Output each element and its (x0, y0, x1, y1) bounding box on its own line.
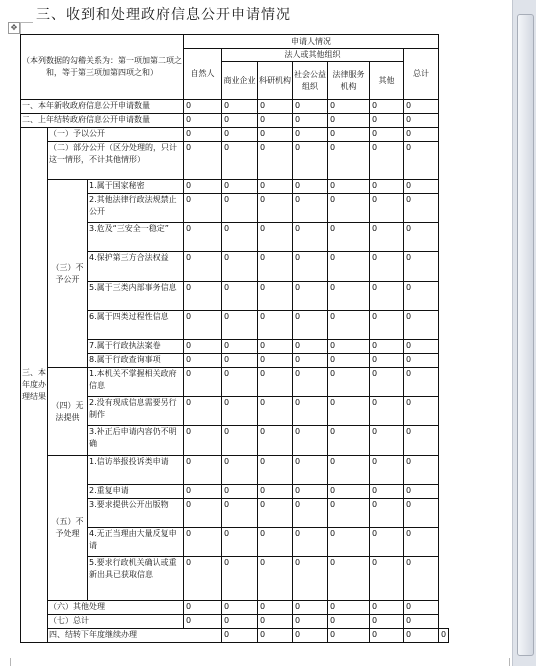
value-cell: 0 (222, 557, 258, 601)
instruction-cell: （本列数据的勾稽关系为：第一项加第二项之和，等于第三项加第四项之和） (21, 35, 184, 100)
row-label-nd-6: 6.属于四类过程性信息 (88, 311, 184, 340)
row-label-nh-1: 1.信访举报投诉类申请 (88, 456, 184, 485)
value-cell: 0 (222, 485, 258, 499)
value-cell: 0 (404, 311, 439, 340)
value-cell: 0 (404, 180, 439, 194)
value-cell: 0 (222, 194, 258, 223)
value-cell: 0 (184, 368, 222, 397)
value-cell: 0 (293, 311, 328, 340)
value-cell: 0 (258, 354, 293, 368)
value-cell: 0 (328, 368, 370, 397)
value-cell: 0 (184, 340, 222, 354)
value-cell: 0 (328, 340, 370, 354)
commercial-header: 商业企业 (222, 62, 258, 100)
value-cell: 0 (258, 426, 293, 456)
value-cell: 0 (293, 252, 328, 282)
vertical-scrollbar[interactable] (512, 0, 536, 666)
value-cell: 0 (184, 499, 222, 528)
value-cell: 0 (328, 426, 370, 456)
value-cell: 0 (258, 142, 293, 180)
value-cell: 0 (222, 528, 258, 557)
value-cell: 0 (370, 180, 404, 194)
value-cell: 0 (258, 456, 293, 485)
value-cell: 0 (184, 100, 222, 114)
value-cell: 0 (293, 340, 328, 354)
value-cell: 0 (293, 128, 328, 142)
value-cell: 0 (404, 601, 439, 615)
value-cell: 0 (370, 194, 404, 223)
value-cell: 0 (222, 629, 258, 643)
value-cell: 0 (293, 397, 328, 426)
row-label-nh-5: 5.要求行政机关确认或重新出具已获取信息 (88, 557, 184, 601)
value-cell: 0 (328, 629, 370, 643)
value-cell: 0 (404, 282, 439, 311)
row-label-nh-3: 3.要求提供公开出版物 (88, 499, 184, 528)
table-move-handle-icon[interactable]: ✥ (8, 22, 20, 34)
value-cell: 0 (328, 142, 370, 180)
value-cell: 0 (404, 354, 439, 368)
value-cell: 0 (370, 485, 404, 499)
value-cell: 0 (404, 340, 439, 354)
value-cell: 0 (370, 223, 404, 252)
value-cell: 0 (328, 252, 370, 282)
value-cell: 0 (404, 615, 439, 629)
value-cell: 0 (328, 114, 370, 128)
value-cell: 0 (293, 282, 328, 311)
value-cell: 0 (184, 485, 222, 499)
value-cell: 0 (404, 629, 439, 643)
value-cell: 0 (258, 601, 293, 615)
legal-service-header: 法律服务机构 (328, 62, 370, 100)
value-cell: 0 (328, 615, 370, 629)
row-label-nd-2: 2.其他法律行政法规禁止公开 (88, 194, 184, 223)
value-cell: 0 (184, 354, 222, 368)
row-label-carry-next: 四、结转下年度继续办理 (48, 629, 222, 643)
value-cell: 0 (184, 194, 222, 223)
value-cell: 0 (184, 557, 222, 601)
value-cell: 0 (370, 499, 404, 528)
value-cell: 0 (184, 223, 222, 252)
value-cell: 0 (370, 629, 404, 643)
value-cell: 0 (184, 142, 222, 180)
value-cell: 0 (258, 100, 293, 114)
value-cell: 0 (184, 456, 222, 485)
disclosure-table (20, 34, 449, 643)
value-cell: 0 (184, 252, 222, 282)
value-cell: 0 (293, 557, 328, 601)
value-cell: 0 (293, 485, 328, 499)
scrollbar-thumb[interactable] (517, 14, 534, 656)
value-cell: 0 (328, 601, 370, 615)
value-cell: 0 (184, 426, 222, 456)
value-cell: 0 (404, 194, 439, 223)
value-cell: 0 (404, 252, 439, 282)
value-cell: 0 (293, 194, 328, 223)
value-cell: 0 (370, 340, 404, 354)
value-cell: 0 (222, 601, 258, 615)
value-cell: 0 (293, 615, 328, 629)
value-cell: 0 (293, 456, 328, 485)
value-cell: 0 (293, 368, 328, 397)
value-cell: 0 (293, 601, 328, 615)
value-cell: 0 (222, 397, 258, 426)
row-label-handling-results: 三、本年度办理结果 (21, 128, 48, 643)
value-cell: 0 (258, 223, 293, 252)
row-label-nd-1: 1.属于国家秘密 (88, 180, 184, 194)
value-cell: 0 (258, 397, 293, 426)
legal-entities-header: 法人或其他组织 (222, 49, 404, 62)
row-label-nd-7: 7.属于行政执法案卷 (88, 340, 184, 354)
value-cell: 0 (370, 426, 404, 456)
value-cell: 0 (222, 368, 258, 397)
value-cell: 0 (404, 368, 439, 397)
social-welfare-header: 社会公益组织 (293, 62, 328, 100)
value-cell: 0 (222, 615, 258, 629)
value-cell: 0 (370, 557, 404, 601)
value-cell: 0 (258, 252, 293, 282)
section-heading: 三、收到和处理政府信息公开申请情况 (36, 7, 291, 23)
value-cell: 0 (258, 340, 293, 354)
value-cell: 0 (222, 128, 258, 142)
value-cell: 0 (258, 311, 293, 340)
row-label-not-handle: （五）不予处理 (48, 456, 88, 601)
value-cell: 0 (370, 311, 404, 340)
value-cell: 0 (258, 499, 293, 528)
value-cell: 0 (404, 128, 439, 142)
value-cell: 0 (258, 282, 293, 311)
value-cell: 0 (404, 114, 439, 128)
value-cell: 0 (328, 485, 370, 499)
value-cell: 0 (258, 114, 293, 128)
value-cell: 0 (184, 397, 222, 426)
value-cell: 0 (328, 557, 370, 601)
row-label-nh-2: 2.重复申请 (88, 485, 184, 499)
value-cell: 0 (370, 615, 404, 629)
value-cell: 0 (370, 601, 404, 615)
value-cell: 0 (258, 615, 293, 629)
value-cell: 0 (370, 528, 404, 557)
value-cell: 0 (184, 528, 222, 557)
value-cell: 0 (222, 180, 258, 194)
row-label-un-2: 2.没有现成信息需要另行制作 (88, 397, 184, 426)
value-cell: 0 (404, 426, 439, 456)
value-cell: 0 (222, 100, 258, 114)
value-cell: 0 (222, 354, 258, 368)
value-cell: 0 (222, 252, 258, 282)
value-cell: 0 (258, 557, 293, 601)
value-cell: 0 (293, 114, 328, 128)
value-cell: 0 (328, 456, 370, 485)
value-cell: 0 (404, 499, 439, 528)
value-cell: 0 (222, 426, 258, 456)
value-cell: 0 (328, 528, 370, 557)
row-label-not-disclose: （三）不予公开 (48, 180, 88, 368)
value-cell: 0 (328, 194, 370, 223)
value-cell: 0 (370, 100, 404, 114)
value-cell: 0 (222, 499, 258, 528)
value-cell: 0 (184, 601, 222, 615)
row-label-subtotal: （七）总计 (48, 615, 184, 629)
value-cell: 0 (184, 180, 222, 194)
natural-person-header: 自然人 (184, 49, 222, 100)
value-cell: 0 (370, 354, 404, 368)
row-label-disclose: （一）予以公开 (48, 128, 184, 142)
value-cell: 0 (293, 499, 328, 528)
value-cell: 0 (328, 311, 370, 340)
value-cell: 0 (370, 456, 404, 485)
value-cell: 0 (258, 528, 293, 557)
row-label-carried-over: 二、上年结转政府信息公开申请数量 (21, 114, 184, 128)
page-bottom-markers (10, 658, 510, 666)
row-label-un-3: 3.补正后申请内容仍不明确 (88, 426, 184, 456)
value-cell: 0 (222, 114, 258, 128)
total-header: 总计 (404, 49, 439, 100)
value-cell: 0 (222, 340, 258, 354)
value-cell: 0 (293, 354, 328, 368)
value-cell: 0 (293, 223, 328, 252)
value-cell: 0 (222, 456, 258, 485)
value-cell: 0 (293, 142, 328, 180)
value-cell: 0 (293, 180, 328, 194)
value-cell: 0 (370, 397, 404, 426)
value-cell: 0 (404, 456, 439, 485)
row-label-un-1: 1.本机关不掌握相关政府信息 (88, 368, 184, 397)
row-label-nd-4: 4.保护第三方合法权益 (88, 252, 184, 282)
value-cell: 0 (258, 485, 293, 499)
value-cell: 0 (293, 629, 328, 643)
value-cell: 0 (404, 557, 439, 601)
value-cell: 0 (328, 282, 370, 311)
page-corner-marker (499, 658, 510, 666)
value-cell: 0 (222, 282, 258, 311)
value-cell: 0 (184, 128, 222, 142)
value-cell: 0 (370, 114, 404, 128)
value-cell: 0 (258, 368, 293, 397)
value-cell: 0 (404, 223, 439, 252)
row-label-nd-8: 8.属于行政查询事项 (88, 354, 184, 368)
value-cell: 0 (370, 282, 404, 311)
row-label-partial: （二）部分公开（区分处理的，只计这一情形，不计其他情形） (48, 142, 184, 180)
value-cell: 0 (404, 397, 439, 426)
value-cell: 0 (293, 426, 328, 456)
applicant-situation-header: 申请人情况 (184, 35, 439, 49)
value-cell: 0 (184, 311, 222, 340)
value-cell: 0 (184, 282, 222, 311)
value-cell: 0 (258, 128, 293, 142)
value-cell: 0 (404, 528, 439, 557)
value-cell: 0 (222, 142, 258, 180)
value-cell: 0 (184, 114, 222, 128)
other-org-header: 其他 (370, 62, 404, 100)
page-corner-marker (10, 658, 21, 666)
value-cell: 0 (370, 252, 404, 282)
row-label-unable: （四）无法提供 (48, 368, 88, 456)
value-cell: 0 (258, 194, 293, 223)
value-cell: 0 (328, 499, 370, 528)
value-cell: 0 (328, 128, 370, 142)
value-cell: 0 (370, 368, 404, 397)
value-cell: 0 (258, 629, 293, 643)
value-cell: 0 (328, 100, 370, 114)
value-cell: 0 (404, 100, 439, 114)
value-cell: 0 (328, 180, 370, 194)
row-label-new-requests: 一、本年新收政府信息公开申请数量 (21, 100, 184, 114)
value-cell: 0 (328, 397, 370, 426)
value-cell: 0 (222, 223, 258, 252)
value-cell: 0 (404, 485, 439, 499)
value-cell: 0 (184, 615, 222, 629)
row-label-nh-4: 4.无正当理由大量反复申请 (88, 528, 184, 557)
value-cell: 0 (293, 528, 328, 557)
value-cell: 0 (328, 223, 370, 252)
value-cell: 0 (293, 100, 328, 114)
row-label-other-handle: （六）其他处理 (48, 601, 184, 615)
value-cell: 0 (370, 142, 404, 180)
row-label-nd-3: 3.危及“三安全一稳定” (88, 223, 184, 252)
value-cell: 0 (439, 629, 449, 643)
value-cell: 0 (328, 354, 370, 368)
value-cell: 0 (258, 180, 293, 194)
row-label-nd-5: 5.属于三类内部事务信息 (88, 282, 184, 311)
value-cell: 0 (370, 128, 404, 142)
value-cell: 0 (222, 311, 258, 340)
research-header: 科研机构 (258, 62, 293, 100)
value-cell: 0 (404, 142, 439, 180)
